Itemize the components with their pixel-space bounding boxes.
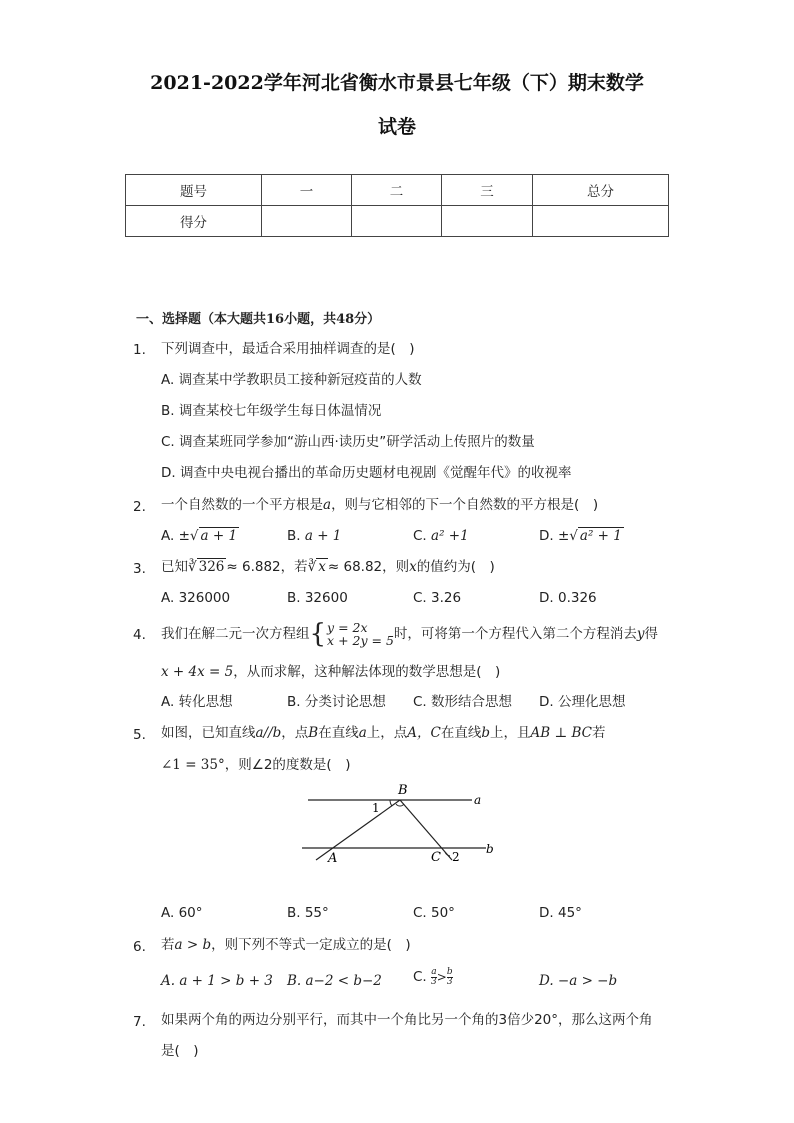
score-table	[125, 174, 669, 237]
equation-2: x + 2y = 5	[327, 633, 394, 648]
option-b[interactable]: B. 55°	[287, 905, 329, 921]
stem-text: 已知	[161, 559, 188, 575]
option-b[interactable]: B. 分类讨论思想	[287, 694, 386, 710]
question-stem	[161, 935, 411, 955]
exam-title-line2: 试卷	[377, 116, 416, 138]
radicand: a + 1	[200, 528, 238, 544]
denominator: 3	[431, 976, 437, 987]
math-var: A，C	[407, 725, 441, 741]
option-a[interactable]: A. 60°	[161, 905, 203, 921]
segment-bc	[400, 800, 452, 860]
option-label: B.	[287, 528, 305, 544]
stem-text: 时，可将第一个方程代入第二个方程消去	[393, 626, 637, 642]
label-b-point: B	[398, 783, 408, 798]
label-line-a: a	[474, 793, 482, 807]
cube-root-icon: ∛	[307, 559, 317, 575]
option-c[interactable]	[413, 526, 469, 546]
math-var: b	[481, 725, 491, 741]
equation-1: y = 2x	[327, 620, 368, 635]
math-var: y	[636, 626, 645, 642]
question-number: 2.	[133, 499, 146, 515]
sqrt-sign-icon: √	[569, 528, 578, 544]
numerator: a	[431, 966, 437, 977]
option-label: C.	[413, 969, 432, 985]
score-input-cell[interactable]	[262, 206, 352, 237]
option-c[interactable]: C. 数形结合思想	[413, 694, 513, 710]
score-input-cell[interactable]	[442, 206, 533, 237]
option-b[interactable]	[287, 526, 341, 546]
option-label: C.	[413, 528, 432, 544]
stem-text: 若	[161, 937, 175, 953]
option-b[interactable]: B. a−2 < b−2	[287, 973, 382, 989]
stem-text: 上，且	[490, 725, 531, 741]
question-number: 1.	[133, 342, 146, 358]
stem-text: 的值约为( )	[416, 559, 495, 575]
cube-root-icon: ∛	[188, 559, 197, 575]
score-table-cell: 二	[352, 175, 442, 206]
question-stem-line2	[161, 755, 350, 775]
option-label: A. ±	[161, 528, 190, 544]
question-number: 6.	[133, 939, 146, 955]
option-a[interactable]: A. 转化思想	[161, 694, 233, 710]
option-d[interactable]: D. 调查中央电视台播出的革命历史题材电视剧《觉醒年代》的收视率	[161, 465, 572, 481]
exam-title-line1: 2021-2022学年河北省衡水市景县七年级（下）期末数学	[150, 72, 644, 94]
question-stem: 如果两个角的两边分别平行，而其中一个角比另一个角的3倍少20°，那么这两个角	[161, 1012, 653, 1028]
label-angle-1: 1	[372, 801, 380, 815]
section-heading: 一、选择题（本大题共16小题，共48分）	[136, 312, 381, 327]
math-expression: x + 4x = 5	[161, 664, 234, 680]
math-expression: a//b	[255, 725, 282, 741]
numerator: b	[446, 966, 453, 977]
stem-text: ，则∠2的度数是( )	[224, 757, 351, 773]
score-table-cell: 总分	[533, 175, 669, 206]
score-table-cell: 一	[262, 175, 352, 206]
angle-1-arc	[390, 800, 392, 806]
stem-text: 在直线	[440, 725, 482, 741]
score-table-header-row	[126, 175, 669, 206]
option-d[interactable]: D. −a > −b	[539, 973, 618, 989]
fraction	[447, 968, 453, 987]
equation-system	[327, 621, 394, 647]
option-c[interactable]: C. 调查某班同学参加“游山西·读历史”研学活动上传照片的数量	[161, 434, 535, 450]
stem-text: 得	[644, 626, 659, 642]
option-a[interactable]: A. a + 1 > b + 3	[161, 973, 273, 989]
option-b[interactable]: B. 32600	[287, 590, 348, 606]
geometry-figure	[300, 780, 505, 870]
stem-text: ≈ 6.882，若	[226, 559, 308, 575]
stem-text: 一个自然数的一个平方根是	[161, 497, 323, 513]
question-number: 7.	[133, 1014, 146, 1030]
option-d[interactable]: D. 公理化思想	[539, 694, 626, 710]
score-table-score-row	[126, 206, 669, 237]
stem-text: 我们在解二元一次方程组	[161, 626, 310, 642]
stem-text: 上，点	[366, 725, 408, 741]
math-var: a	[358, 725, 367, 741]
score-table-cell: 得分	[126, 206, 262, 237]
stem-text: ，从而求解，这种解法体现的数学思想是( )	[233, 664, 501, 680]
stem-text: 如图，已知直线	[161, 725, 256, 741]
radicand: x	[318, 559, 326, 575]
gt-sign: >	[436, 970, 447, 984]
stem-text: 在直线	[318, 725, 359, 741]
stem-text: ≈ 68.82，则	[327, 559, 410, 575]
score-input-cell[interactable]	[352, 206, 442, 237]
option-math: a² +1	[431, 528, 469, 544]
option-c[interactable]: C. 50°	[413, 905, 455, 921]
option-a[interactable]: A. 调查某中学教职员工接种新冠疫苗的人数	[161, 372, 422, 388]
option-b[interactable]: B. 调查某校七年级学生每日体温情况	[161, 403, 382, 419]
radicand: a² + 1	[579, 528, 622, 544]
label-line-b: b	[486, 842, 494, 856]
option-d[interactable]: D. 45°	[539, 905, 582, 921]
score-input-cell[interactable]	[533, 206, 669, 237]
stem-text: ，点	[281, 725, 309, 741]
option-d[interactable]: D. 0.326	[539, 590, 597, 606]
sqrt-sign-icon: √	[189, 528, 199, 544]
score-table-cell: 题号	[126, 175, 262, 206]
option-c[interactable]: C. 3.26	[413, 590, 462, 606]
denominator: 3	[446, 976, 453, 987]
stem-text: ，则下列不等式一定成立的是( )	[211, 937, 411, 953]
math-var: x	[409, 559, 417, 575]
stem-text: 若	[591, 725, 606, 741]
right-angle-mark	[396, 804, 404, 806]
option-label: D. ±	[539, 528, 570, 544]
question-stem-line2: 是( )	[161, 1043, 199, 1059]
option-a[interactable]: A. 326000	[161, 590, 231, 606]
question-stem: 下列调查中，最适合采用抽样调查的是( )	[161, 341, 415, 357]
option-d[interactable]	[539, 526, 624, 546]
question-stem	[161, 723, 605, 743]
question-number: 5.	[133, 727, 146, 743]
option-c[interactable]	[413, 967, 453, 987]
question-stem	[161, 495, 598, 515]
question-stem	[161, 557, 495, 577]
math-expression: AB ⊥ BC	[530, 725, 592, 741]
left-brace-icon: {	[309, 619, 327, 649]
question-stem	[161, 614, 658, 654]
math-var: a	[323, 497, 332, 513]
question-number: 3.	[133, 561, 146, 577]
math-expression: a > b	[174, 937, 212, 953]
math-var: B	[308, 725, 319, 741]
question-stem-line2	[161, 662, 500, 682]
label-angle-2: 2	[452, 850, 460, 864]
question-number: 4.	[133, 627, 146, 643]
option-math: a + 1	[304, 528, 342, 544]
label-c-point: C	[431, 850, 441, 865]
option-a[interactable]	[161, 526, 239, 546]
radicand: 326	[198, 559, 225, 575]
math-expression: ∠1 = 35°	[161, 757, 225, 773]
score-table-cell: 三	[442, 175, 533, 206]
label-a-point: A	[328, 851, 338, 866]
stem-text: ，则与它相邻的下一个自然数的平方根是( )	[331, 497, 599, 513]
